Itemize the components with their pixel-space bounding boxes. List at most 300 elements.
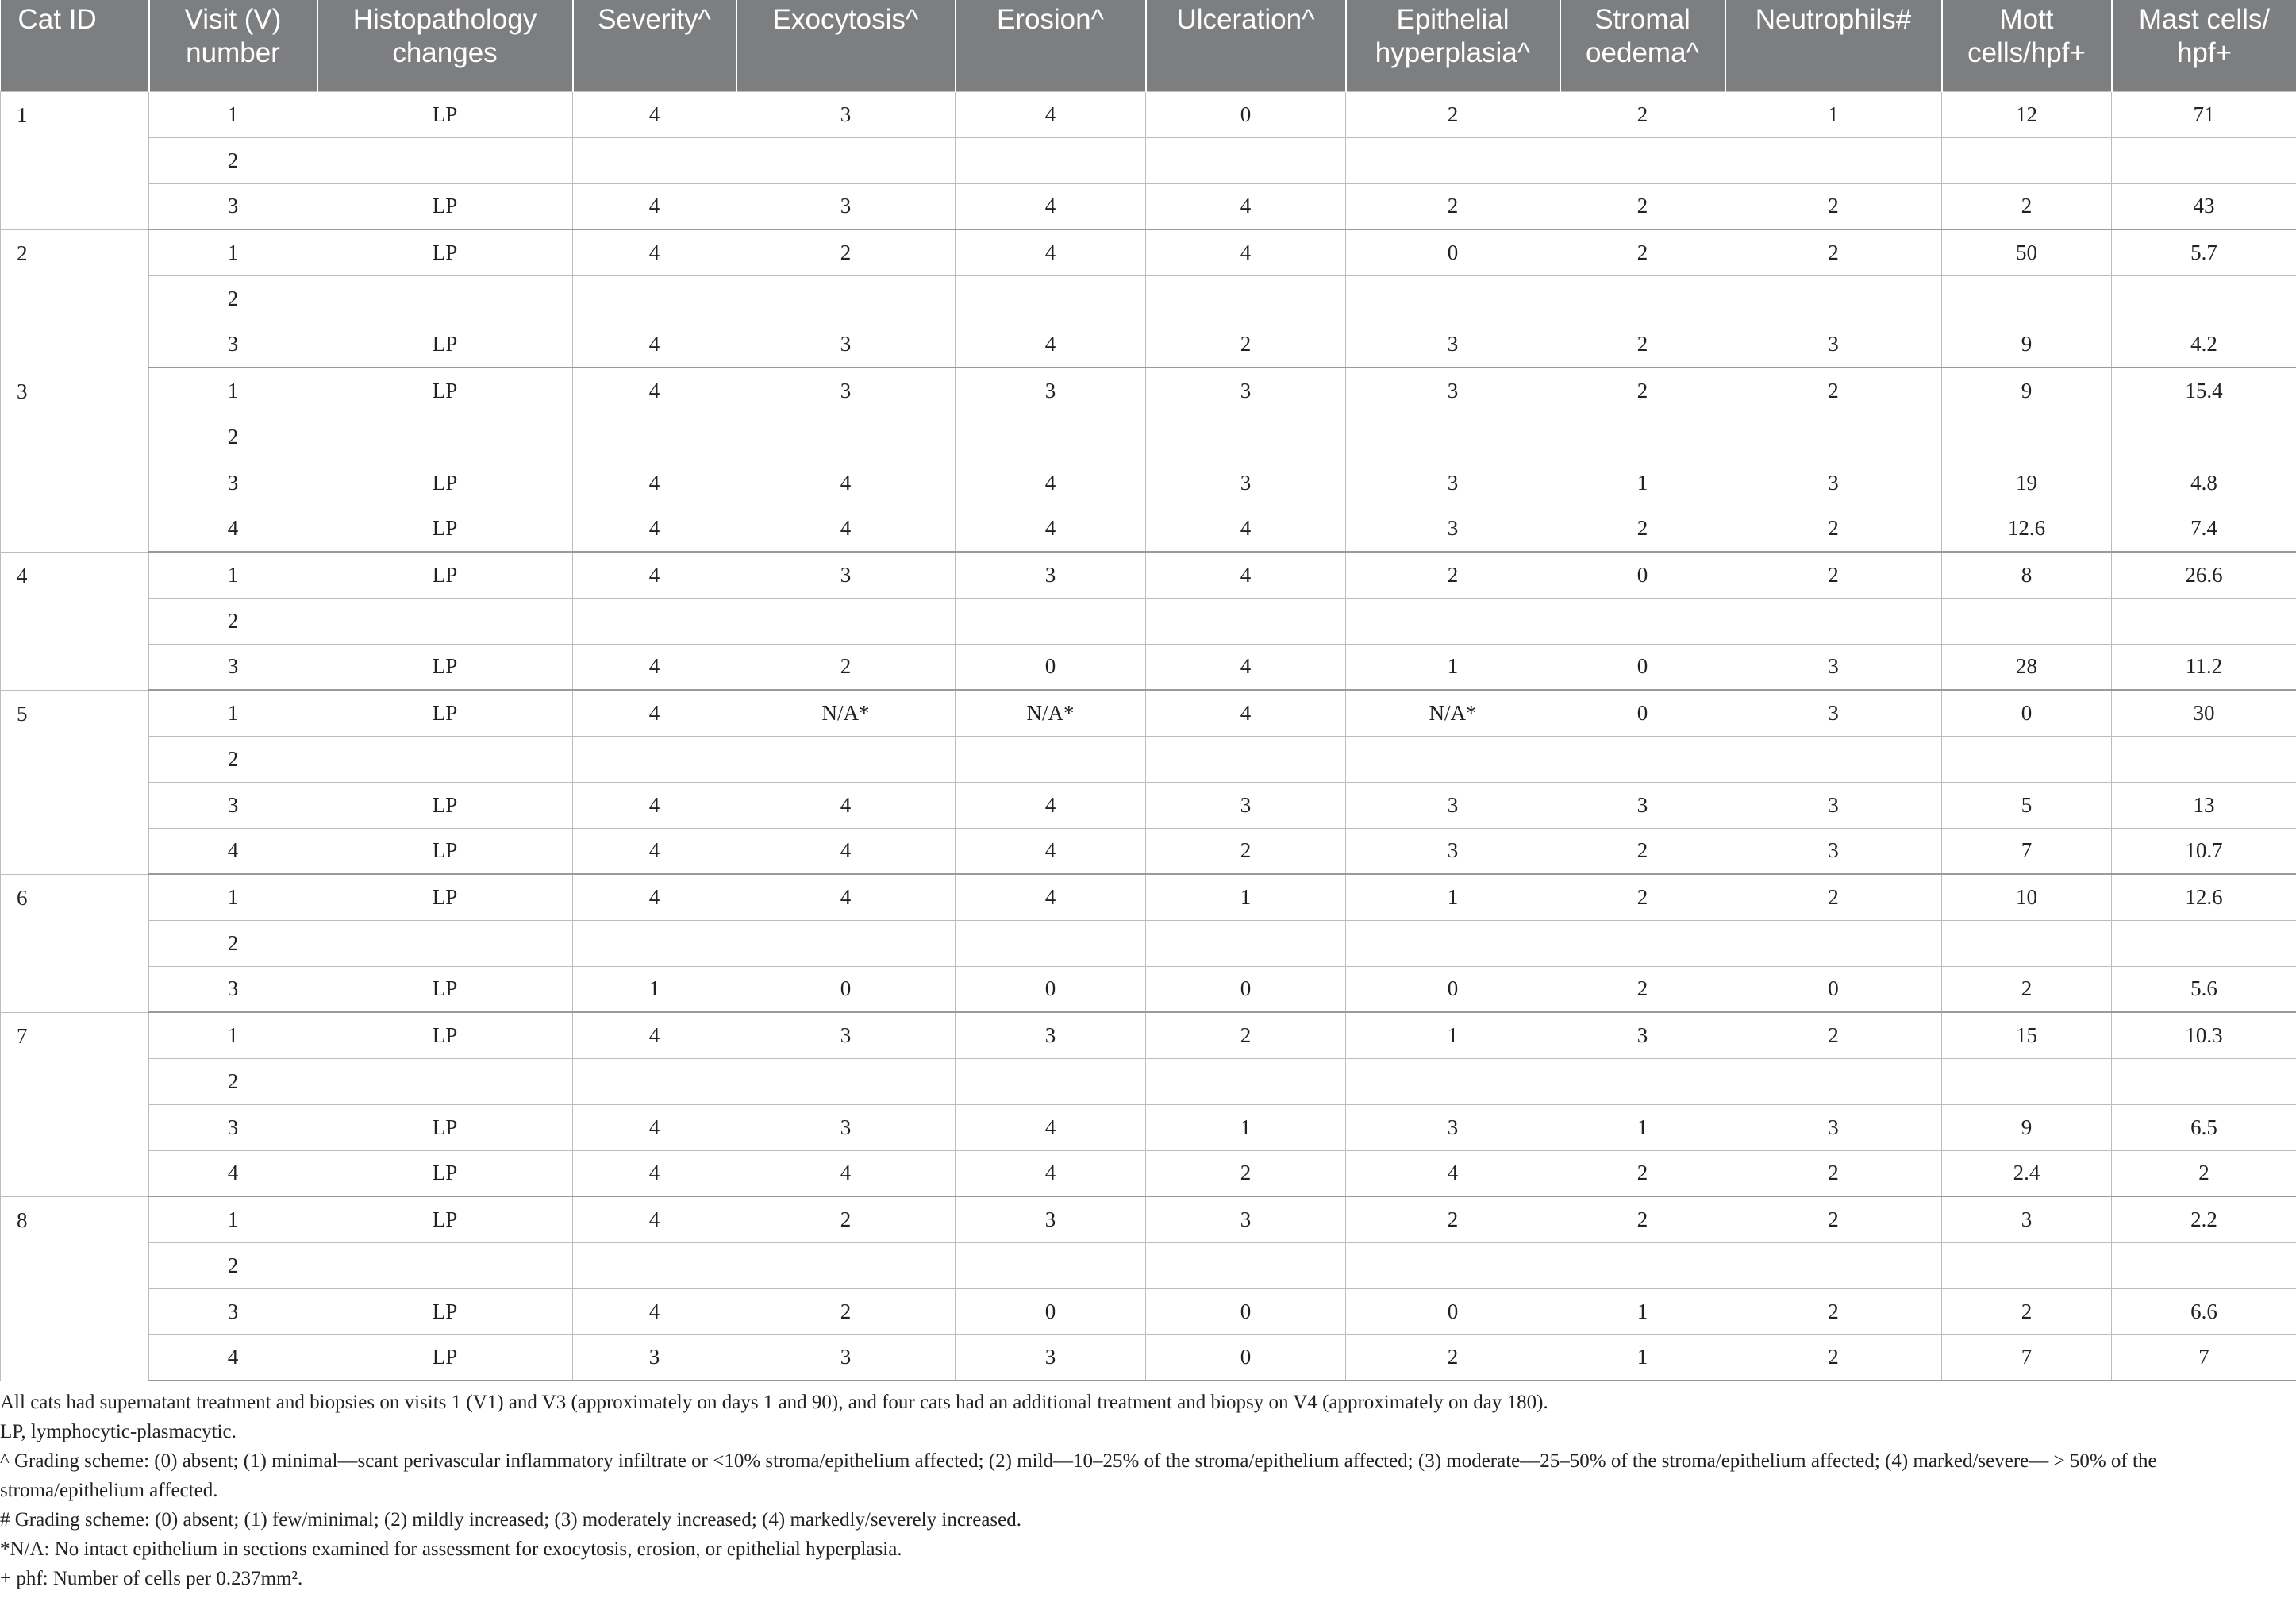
stromal-oedema-cell: 2 — [1560, 506, 1725, 552]
exocytosis-cell: 3 — [736, 183, 956, 229]
exocytosis-cell — [736, 598, 956, 644]
ulceration-cell: 2 — [1146, 1150, 1346, 1196]
stromal-oedema-cell: 1 — [1560, 460, 1725, 506]
erosion-cell: 4 — [956, 506, 1146, 552]
mast-cells-cell — [2112, 736, 2296, 782]
severity-cell: 4 — [573, 828, 736, 874]
exocytosis-cell: 2 — [736, 1196, 956, 1242]
visit-number-cell: 3 — [149, 782, 317, 828]
ulceration-cell: 4 — [1146, 229, 1346, 275]
ulceration-cell: 0 — [1146, 1288, 1346, 1334]
exocytosis-cell — [736, 1242, 956, 1288]
neutrophils-cell: 2 — [1725, 552, 1942, 598]
visit-number-cell: 2 — [149, 1058, 317, 1104]
mott-cells-cell: 28 — [1942, 644, 2112, 690]
table-row — [1, 368, 2296, 414]
neutrophils-cell: 2 — [1725, 1012, 1942, 1058]
table-footnotes — [0, 1388, 2286, 1593]
neutrophils-cell: 2 — [1725, 1196, 1942, 1242]
neutrophils-cell: 3 — [1725, 782, 1942, 828]
exocytosis-cell: 2 — [736, 644, 956, 690]
histopathology-cell: LP — [317, 966, 573, 1012]
stromal-oedema-cell: 1 — [1560, 1288, 1725, 1334]
neutrophils-cell — [1725, 920, 1942, 966]
mott-cells-cell: 10 — [1942, 874, 2112, 920]
histopathology-cell: LP — [317, 1150, 573, 1196]
neutrophils-cell: 3 — [1725, 828, 1942, 874]
neutrophils-cell — [1725, 137, 1942, 183]
mott-cells-cell: 50 — [1942, 229, 2112, 275]
mast-cells-cell: 2.2 — [2112, 1196, 2296, 1242]
neutrophils-cell: 3 — [1725, 1104, 1942, 1150]
severity-cell: 4 — [573, 183, 736, 229]
ulceration-cell: 1 — [1146, 874, 1346, 920]
exocytosis-cell: 4 — [736, 460, 956, 506]
epithelial-hyperplasia-cell: 1 — [1346, 644, 1560, 690]
stromal-oedema-cell: 2 — [1560, 1150, 1725, 1196]
mott-cells-cell: 7 — [1942, 828, 2112, 874]
severity-cell: 4 — [573, 874, 736, 920]
stromal-oedema-cell — [1560, 1242, 1725, 1288]
visit-number-cell: 3 — [149, 460, 317, 506]
erosion-cell: 4 — [956, 229, 1146, 275]
severity-cell: 4 — [573, 229, 736, 275]
ulceration-cell — [1146, 598, 1346, 644]
exocytosis-cell — [736, 920, 956, 966]
stromal-oedema-cell: 3 — [1560, 1012, 1725, 1058]
erosion-cell — [956, 1058, 1146, 1104]
histopathology-cell: LP — [317, 1196, 573, 1242]
neutrophils-cell: 2 — [1725, 1150, 1942, 1196]
exocytosis-cell — [736, 137, 956, 183]
exocytosis-cell: 4 — [736, 506, 956, 552]
mott-cells-cell — [1942, 736, 2112, 782]
mott-cells-cell — [1942, 1058, 2112, 1104]
cat-id-cell: 8 — [1, 1196, 149, 1381]
epithelial-hyperplasia-cell: 0 — [1346, 966, 1560, 1012]
table-row — [1, 229, 2296, 275]
visit-number-cell: 4 — [149, 1334, 317, 1381]
exocytosis-cell: 2 — [736, 229, 956, 275]
table-row — [1, 874, 2296, 920]
severity-cell: 4 — [573, 1104, 736, 1150]
cat-id-cell: 2 — [1, 229, 149, 368]
exocytosis-cell — [736, 275, 956, 322]
exocytosis-cell: N/A* — [736, 690, 956, 736]
epithelial-hyperplasia-cell: 4 — [1346, 1150, 1560, 1196]
table-row — [1, 506, 2296, 552]
ulceration-cell — [1146, 1058, 1346, 1104]
column-header-cat-id: Cat ID — [1, 0, 149, 91]
visit-number-cell: 1 — [149, 229, 317, 275]
mast-cells-cell: 4.8 — [2112, 460, 2296, 506]
footnote-treatment-schedule: All cats had supernatant treatment and biopsies on visits 1 (V1) and V3 (approximately on days 1 and 90), and four cats had an additional treatment and biopsy on V4 (approximately on day 180). — [0, 1392, 1548, 1413]
stromal-oedema-cell — [1560, 598, 1725, 644]
visit-number-cell: 3 — [149, 966, 317, 1012]
severity-cell: 4 — [573, 1150, 736, 1196]
epithelial-hyperplasia-cell: N/A* — [1346, 690, 1560, 736]
table-row — [1, 275, 2296, 322]
ulceration-cell: 0 — [1146, 966, 1346, 1012]
neutrophils-cell: 2 — [1725, 368, 1942, 414]
stromal-oedema-cell: 2 — [1560, 322, 1725, 368]
table-row — [1, 920, 2296, 966]
erosion-cell: 4 — [956, 183, 1146, 229]
severity-cell: 4 — [573, 322, 736, 368]
visit-number-cell: 2 — [149, 736, 317, 782]
neutrophils-cell — [1725, 736, 1942, 782]
neutrophils-cell: 2 — [1725, 183, 1942, 229]
footnote-phf-definition: + phf: Number of cells per 0.237mm². — [0, 1568, 303, 1589]
ulceration-cell: 0 — [1146, 1334, 1346, 1381]
mast-cells-cell: 5.6 — [2112, 966, 2296, 1012]
histopathology-cell: LP — [317, 690, 573, 736]
erosion-cell — [956, 275, 1146, 322]
mast-cells-cell: 13 — [2112, 782, 2296, 828]
table-row — [1, 1196, 2296, 1242]
epithelial-hyperplasia-cell: 2 — [1346, 91, 1560, 137]
table-row — [1, 1288, 2296, 1334]
mott-cells-cell: 0 — [1942, 690, 2112, 736]
mott-cells-cell: 3 — [1942, 1196, 2112, 1242]
table-row — [1, 322, 2296, 368]
table-row — [1, 736, 2296, 782]
epithelial-hyperplasia-cell: 2 — [1346, 1196, 1560, 1242]
neutrophils-cell — [1725, 1058, 1942, 1104]
mast-cells-cell — [2112, 598, 2296, 644]
header-row — [1, 0, 2296, 91]
epithelial-hyperplasia-cell: 3 — [1346, 368, 1560, 414]
footnote-caret-grading-scheme: ^ Grading scheme: (0) absent; (1) minimal—scant perivascular inflammatory infiltrate or <10% stroma/epithelium affected; (2) mild—10–25% of the stroma/epithelium affected; (3) moderate—25–50% of the stroma/epithelium affected; (4) marked/severe— > 50% of the stroma/epithelium affected. — [0, 1450, 2157, 1501]
epithelial-hyperplasia-cell: 2 — [1346, 552, 1560, 598]
severity-cell: 4 — [573, 460, 736, 506]
visit-number-cell: 3 — [149, 1104, 317, 1150]
visit-number-cell: 2 — [149, 1242, 317, 1288]
neutrophils-cell — [1725, 414, 1942, 460]
column-header-histopathology-changes: Histopathology changes — [317, 0, 573, 91]
exocytosis-cell: 3 — [736, 1104, 956, 1150]
footnote-lp-abbreviation: LP, lymphocytic-plasmacytic. — [0, 1421, 237, 1442]
epithelial-hyperplasia-cell: 1 — [1346, 1012, 1560, 1058]
table-row — [1, 828, 2296, 874]
stromal-oedema-cell: 2 — [1560, 1196, 1725, 1242]
mast-cells-cell: 71 — [2112, 91, 2296, 137]
epithelial-hyperplasia-cell — [1346, 275, 1560, 322]
table-row — [1, 966, 2296, 1012]
histopathology-cell: LP — [317, 828, 573, 874]
severity-cell: 4 — [573, 506, 736, 552]
cat-id-cell: 7 — [1, 1012, 149, 1196]
table-body — [1, 91, 2296, 1381]
histopathology-cell — [317, 736, 573, 782]
mott-cells-cell: 7 — [1942, 1334, 2112, 1381]
mott-cells-cell: 9 — [1942, 322, 2112, 368]
column-header-mast-cells: Mast cells/ hpf+ — [2112, 0, 2296, 91]
ulceration-cell — [1146, 736, 1346, 782]
cat-id-cell: 4 — [1, 552, 149, 690]
histopathology-cell: LP — [317, 874, 573, 920]
mast-cells-cell: 10.7 — [2112, 828, 2296, 874]
exocytosis-cell: 3 — [736, 1334, 956, 1381]
severity-cell: 4 — [573, 690, 736, 736]
epithelial-hyperplasia-cell — [1346, 414, 1560, 460]
mast-cells-cell — [2112, 275, 2296, 322]
histopathology-cell: LP — [317, 460, 573, 506]
mast-cells-cell: 30 — [2112, 690, 2296, 736]
table-header — [1, 0, 2296, 91]
histopathology-cell: LP — [317, 183, 573, 229]
footnote-hash-grading-scheme: # Grading scheme: (0) absent; (1) few/minimal; (2) mildly increased; (3) moderately increased; (4) markedly/severely increased. — [0, 1509, 1022, 1531]
severity-cell: 3 — [573, 1334, 736, 1381]
exocytosis-cell: 4 — [736, 874, 956, 920]
stromal-oedema-cell: 1 — [1560, 1334, 1725, 1381]
severity-cell: 4 — [573, 1196, 736, 1242]
mast-cells-cell: 2 — [2112, 1150, 2296, 1196]
ulceration-cell: 3 — [1146, 460, 1346, 506]
visit-number-cell: 2 — [149, 414, 317, 460]
visit-number-cell: 4 — [149, 828, 317, 874]
mast-cells-cell: 7 — [2112, 1334, 2296, 1381]
exocytosis-cell: 0 — [736, 966, 956, 1012]
stromal-oedema-cell: 2 — [1560, 183, 1725, 229]
histopathology-cell — [317, 137, 573, 183]
histopathology-cell — [317, 1058, 573, 1104]
mast-cells-cell: 4.2 — [2112, 322, 2296, 368]
erosion-cell: 0 — [956, 1288, 1146, 1334]
stromal-oedema-cell — [1560, 736, 1725, 782]
histopathology-cell: LP — [317, 91, 573, 137]
neutrophils-cell: 2 — [1725, 506, 1942, 552]
table-row — [1, 598, 2296, 644]
severity-cell: 4 — [573, 91, 736, 137]
table-row — [1, 137, 2296, 183]
erosion-cell — [956, 1242, 1146, 1288]
histopathology-cell: LP — [317, 644, 573, 690]
epithelial-hyperplasia-cell: 2 — [1346, 183, 1560, 229]
mott-cells-cell — [1942, 137, 2112, 183]
mast-cells-cell: 10.3 — [2112, 1012, 2296, 1058]
histopathology-cell — [317, 275, 573, 322]
table-row — [1, 690, 2296, 736]
ulceration-cell: 4 — [1146, 690, 1346, 736]
ulceration-cell: 3 — [1146, 1196, 1346, 1242]
erosion-cell — [956, 920, 1146, 966]
mott-cells-cell: 2.4 — [1942, 1150, 2112, 1196]
erosion-cell: 4 — [956, 1150, 1146, 1196]
histopathology-cell: LP — [317, 368, 573, 414]
histopathology-cell: LP — [317, 1288, 573, 1334]
table-row — [1, 782, 2296, 828]
neutrophils-cell: 3 — [1725, 690, 1942, 736]
exocytosis-cell: 4 — [736, 1150, 956, 1196]
neutrophils-cell — [1725, 1242, 1942, 1288]
neutrophils-cell: 3 — [1725, 644, 1942, 690]
mast-cells-cell: 5.7 — [2112, 229, 2296, 275]
severity-cell: 4 — [573, 1012, 736, 1058]
mott-cells-cell: 9 — [1942, 368, 2112, 414]
ulceration-cell — [1146, 920, 1346, 966]
epithelial-hyperplasia-cell: 3 — [1346, 322, 1560, 368]
column-header-neutrophils: Neutrophils# — [1725, 0, 1942, 91]
stromal-oedema-cell: 2 — [1560, 874, 1725, 920]
erosion-cell: 4 — [956, 322, 1146, 368]
neutrophils-cell — [1725, 598, 1942, 644]
mott-cells-cell — [1942, 414, 2112, 460]
severity-cell: 4 — [573, 552, 736, 598]
table-row — [1, 1012, 2296, 1058]
mast-cells-cell: 6.6 — [2112, 1288, 2296, 1334]
visit-number-cell: 1 — [149, 1196, 317, 1242]
column-header-stromal-oedema: Stromal oedema^ — [1560, 0, 1725, 91]
epithelial-hyperplasia-cell — [1346, 137, 1560, 183]
mott-cells-cell: 9 — [1942, 1104, 2112, 1150]
table-row — [1, 91, 2296, 137]
neutrophils-cell: 3 — [1725, 460, 1942, 506]
histopathology-cell — [317, 598, 573, 644]
table-row — [1, 1058, 2296, 1104]
ulceration-cell: 1 — [1146, 1104, 1346, 1150]
exocytosis-cell: 3 — [736, 1012, 956, 1058]
erosion-cell: 3 — [956, 1012, 1146, 1058]
stromal-oedema-cell — [1560, 137, 1725, 183]
severity-cell: 4 — [573, 644, 736, 690]
exocytosis-cell: 4 — [736, 782, 956, 828]
stromal-oedema-cell — [1560, 920, 1725, 966]
visit-number-cell: 4 — [149, 1150, 317, 1196]
histopathology-cell: LP — [317, 1104, 573, 1150]
severity-cell — [573, 137, 736, 183]
ulceration-cell — [1146, 137, 1346, 183]
histopathology-cell: LP — [317, 1012, 573, 1058]
erosion-cell — [956, 414, 1146, 460]
severity-cell: 4 — [573, 782, 736, 828]
ulceration-cell — [1146, 1242, 1346, 1288]
stromal-oedema-cell: 2 — [1560, 966, 1725, 1012]
epithelial-hyperplasia-cell — [1346, 920, 1560, 966]
exocytosis-cell: 3 — [736, 91, 956, 137]
mast-cells-cell: 7.4 — [2112, 506, 2296, 552]
stromal-oedema-cell: 0 — [1560, 644, 1725, 690]
column-header-severity: Severity^ — [573, 0, 736, 91]
exocytosis-cell: 3 — [736, 322, 956, 368]
epithelial-hyperplasia-cell — [1346, 598, 1560, 644]
mott-cells-cell: 5 — [1942, 782, 2112, 828]
cat-id-cell: 1 — [1, 91, 149, 229]
mast-cells-cell — [2112, 1058, 2296, 1104]
neutrophils-cell: 3 — [1725, 322, 1942, 368]
severity-cell — [573, 920, 736, 966]
epithelial-hyperplasia-cell — [1346, 736, 1560, 782]
mott-cells-cell: 2 — [1942, 1288, 2112, 1334]
mott-cells-cell: 8 — [1942, 552, 2112, 598]
neutrophils-cell: 2 — [1725, 229, 1942, 275]
mast-cells-cell — [2112, 1242, 2296, 1288]
visit-number-cell: 1 — [149, 552, 317, 598]
mott-cells-cell — [1942, 1242, 2112, 1288]
erosion-cell: 4 — [956, 782, 1146, 828]
column-header-ulceration: Ulceration^ — [1146, 0, 1346, 91]
epithelial-hyperplasia-cell — [1346, 1058, 1560, 1104]
table-row — [1, 414, 2296, 460]
mott-cells-cell: 2 — [1942, 183, 2112, 229]
erosion-cell: 3 — [956, 1334, 1146, 1381]
erosion-cell: 4 — [956, 460, 1146, 506]
stromal-oedema-cell — [1560, 275, 1725, 322]
histopathology-cell: LP — [317, 506, 573, 552]
ulceration-cell: 2 — [1146, 1012, 1346, 1058]
exocytosis-cell — [736, 414, 956, 460]
epithelial-hyperplasia-cell: 3 — [1346, 782, 1560, 828]
footnote-na-explanation: *N/A: No intact epithelium in sections examined for assessment for exocytosis, erosion, or epithelial hyperplasia. — [0, 1538, 902, 1560]
stromal-oedema-cell: 2 — [1560, 229, 1725, 275]
mott-cells-cell — [1942, 920, 2112, 966]
visit-number-cell: 3 — [149, 644, 317, 690]
table-row — [1, 1104, 2296, 1150]
histopathology-cell — [317, 414, 573, 460]
erosion-cell: 4 — [956, 91, 1146, 137]
mast-cells-cell: 26.6 — [2112, 552, 2296, 598]
neutrophils-cell: 2 — [1725, 1288, 1942, 1334]
ulceration-cell: 3 — [1146, 782, 1346, 828]
column-header-erosion: Erosion^ — [956, 0, 1146, 91]
epithelial-hyperplasia-cell: 3 — [1346, 828, 1560, 874]
histopathology-cell — [317, 920, 573, 966]
mott-cells-cell — [1942, 275, 2112, 322]
epithelial-hyperplasia-cell: 2 — [1346, 1334, 1560, 1381]
epithelial-hyperplasia-cell: 1 — [1346, 874, 1560, 920]
erosion-cell — [956, 598, 1146, 644]
erosion-cell — [956, 736, 1146, 782]
visit-number-cell: 3 — [149, 1288, 317, 1334]
erosion-cell: 4 — [956, 1104, 1146, 1150]
visit-number-cell: 1 — [149, 1012, 317, 1058]
severity-cell — [573, 736, 736, 782]
table-row — [1, 1334, 2296, 1381]
neutrophils-cell — [1725, 275, 1942, 322]
severity-cell — [573, 275, 736, 322]
ulceration-cell — [1146, 275, 1346, 322]
histopathology-cell: LP — [317, 782, 573, 828]
column-header-mott-cells: Mott cells/hpf+ — [1942, 0, 2112, 91]
severity-cell — [573, 1058, 736, 1104]
visit-number-cell: 4 — [149, 506, 317, 552]
cat-id-cell: 5 — [1, 690, 149, 874]
table-row — [1, 644, 2296, 690]
severity-cell — [573, 1242, 736, 1288]
stromal-oedema-cell: 2 — [1560, 828, 1725, 874]
exocytosis-cell — [736, 1058, 956, 1104]
severity-cell: 1 — [573, 966, 736, 1012]
table-row — [1, 183, 2296, 229]
column-header-epithelial-hyperplasia: Epithelial hyperplasia^ — [1346, 0, 1560, 91]
erosion-cell: 4 — [956, 828, 1146, 874]
ulceration-cell: 3 — [1146, 368, 1346, 414]
column-header-exocytosis: Exocytosis^ — [736, 0, 956, 91]
stromal-oedema-cell: 2 — [1560, 91, 1725, 137]
table-row — [1, 552, 2296, 598]
stromal-oedema-cell: 0 — [1560, 552, 1725, 598]
mast-cells-cell: 6.5 — [2112, 1104, 2296, 1150]
visit-number-cell: 2 — [149, 275, 317, 322]
visit-number-cell: 2 — [149, 137, 317, 183]
neutrophils-cell: 1 — [1725, 91, 1942, 137]
stromal-oedema-cell: 1 — [1560, 1104, 1725, 1150]
erosion-cell: 3 — [956, 552, 1146, 598]
cat-id-cell: 6 — [1, 874, 149, 1012]
epithelial-hyperplasia-cell: 0 — [1346, 229, 1560, 275]
mast-cells-cell — [2112, 414, 2296, 460]
ulceration-cell: 4 — [1146, 644, 1346, 690]
